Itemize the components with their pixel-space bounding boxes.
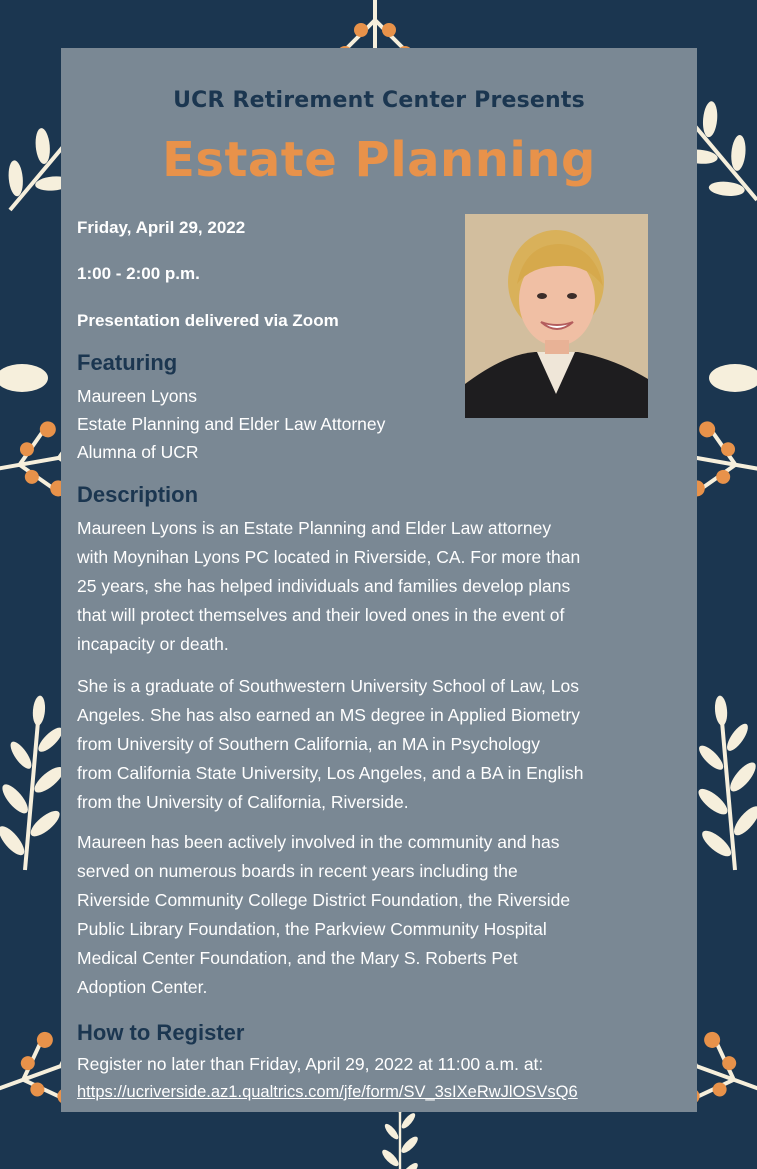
description-line: Maureen has been actively involved in the community and has	[77, 832, 560, 852]
description-paragraph-1	[77, 514, 689, 659]
event-venue: Presentation delivered via Zoom	[77, 311, 339, 330]
description-line: with Moynihan Lyons PC located in Riverside, CA. For more than	[77, 547, 581, 567]
description-line: She is a graduate of Southwestern University School of Law, Los	[77, 676, 579, 696]
description-line: Angeles. She has also earned an MS degree in Applied Biometry	[77, 705, 580, 725]
speaker-affiliation: Alumna of UCR	[77, 442, 199, 462]
description-line: Medical Center Foundation, and the Mary S. Roberts Pet	[77, 948, 518, 968]
description-line: incapacity or death.	[77, 634, 229, 654]
speaker-role: Estate Planning and Elder Law Attorney	[77, 414, 386, 434]
event-date: Friday, April 29, 2022	[77, 218, 246, 237]
description-line: served on numerous boards in recent years including the	[77, 861, 518, 881]
featuring-heading: Featuring	[77, 350, 178, 375]
description-line: 25 years, she has helped individuals and families develop plans	[77, 576, 571, 596]
speaker-name: Maureen Lyons	[77, 386, 197, 406]
speaker-photo	[465, 214, 648, 418]
register-link[interactable]	[77, 1078, 578, 1107]
registration-url[interactable]: https://ucriverside.az1.qualtrics.com/jfe/form/SV_3sIXeRwJlOSVsQ6	[77, 1083, 578, 1101]
presenter-heading: UCR Retirement Center Presents	[173, 88, 585, 113]
description-line: Adoption Center.	[77, 977, 208, 997]
event-time: 1:00 - 2:00 p.m.	[77, 264, 200, 283]
description-line: that will protect themselves and their loved ones in the event of	[77, 605, 565, 625]
description-paragraph-2	[77, 672, 689, 817]
page-title: Estate Planning	[162, 132, 596, 188]
description-line: Riverside Community College District Foundation, the Riverside	[77, 890, 571, 910]
description-line: Maureen Lyons is an Estate Planning and Elder Law attorney	[77, 518, 552, 538]
register-heading: How to Register	[77, 1020, 245, 1045]
description-line: from the University of California, Riverside.	[77, 792, 409, 812]
description-paragraph-3	[77, 828, 689, 1002]
description-heading: Description	[77, 482, 199, 507]
description-line: from University of Southern California, an MA in Psychology	[77, 734, 540, 754]
register-instructions: Register no later than Friday, April 29, 2022 at 11:00 a.m. at:	[77, 1054, 544, 1074]
description-line: Public Library Foundation, the Parkview Community Hospital	[77, 919, 547, 939]
description-line: from California State University, Los Angeles, and a BA in English	[77, 763, 584, 783]
